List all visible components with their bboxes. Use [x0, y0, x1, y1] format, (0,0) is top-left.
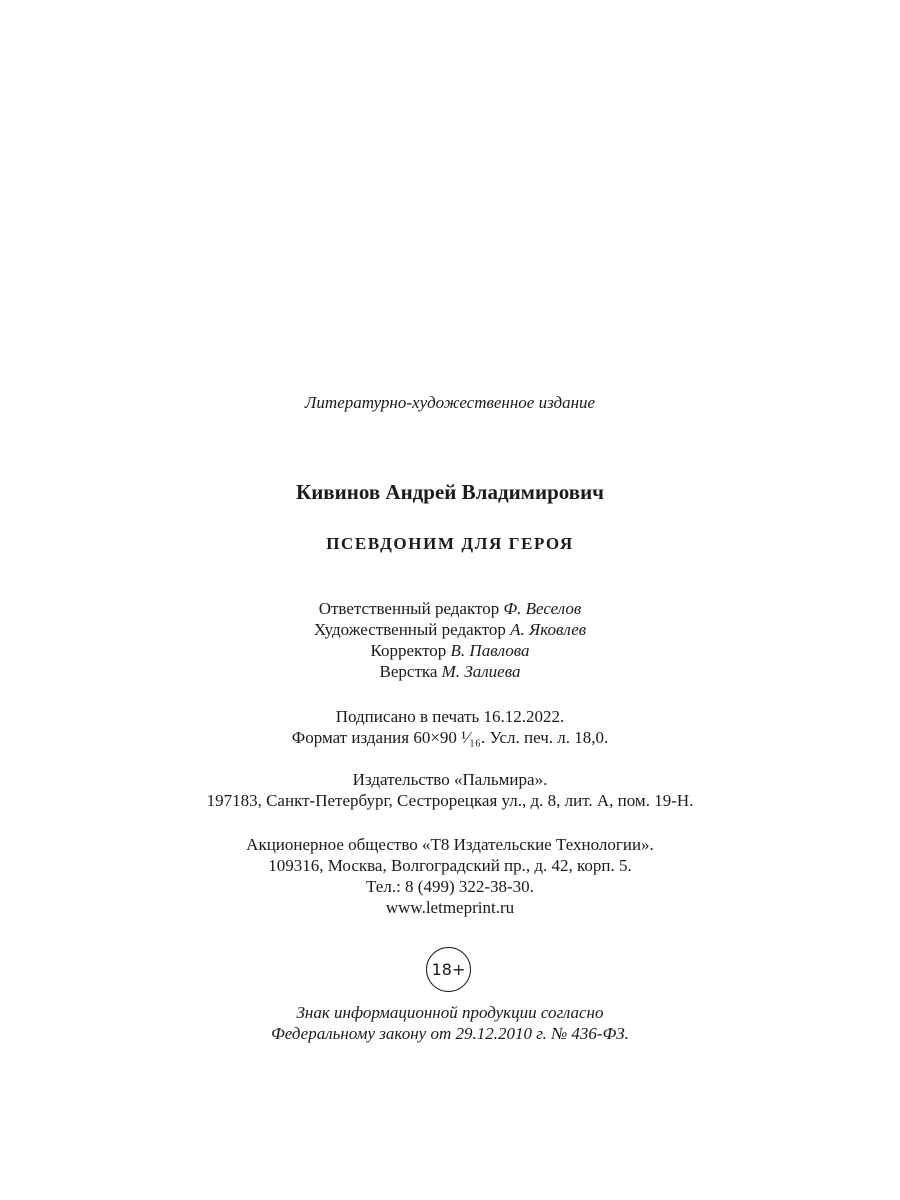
publisher-name: Издательство «Пальмира».: [352, 770, 548, 789]
credit-line: Корректор В. Павлова: [370, 641, 530, 660]
printer-name: Акционерное общество «Т8 Издательские Технологии».: [246, 835, 654, 854]
printer-block: [0, 834, 900, 918]
print-info-block: [0, 706, 900, 748]
legal-notice-line: Знак информационной продукции согласно: [296, 1003, 604, 1022]
credits-block: [0, 598, 900, 682]
credit-line: Ответственный редактор Ф. Веселов: [318, 599, 582, 618]
publisher-block: [0, 769, 900, 811]
printer-address: 109316, Москва, Волгоградский пр., д. 42, корп. 5.: [268, 856, 632, 875]
age-rating-badge: 18+: [426, 947, 471, 992]
author-name: Кивинов Андрей Владимирович: [295, 480, 605, 504]
publisher-address: 197183, Санкт-Петербург, Сестрорецкая ул., д. 8, лит. А, пом. 19-Н.: [206, 791, 694, 810]
legal-notice-line: Федеральному закону от 29.12.2010 г. № 436-ФЗ.: [271, 1024, 629, 1043]
credit-line: Верстка М. Залиева: [379, 662, 521, 681]
credit-line: Художественный редактор А. Яковлев: [313, 620, 587, 639]
printer-website: www.letmeprint.ru: [385, 898, 515, 917]
book-title: ПСЕВДОНИМ ДЛЯ ГЕРОЯ: [326, 534, 574, 553]
edition-genre: Литературно-художественное издание: [304, 393, 596, 412]
printer-phone: Тел.: 8 (499) 322-38-30.: [366, 877, 534, 896]
legal-notice: [0, 1002, 900, 1044]
signed-date: Подписано в печать 16.12.2022.: [335, 707, 565, 726]
format-info: Формат издания 60×90 ¹⁄₁₆. Усл. печ. л. 18,0.: [291, 728, 609, 747]
